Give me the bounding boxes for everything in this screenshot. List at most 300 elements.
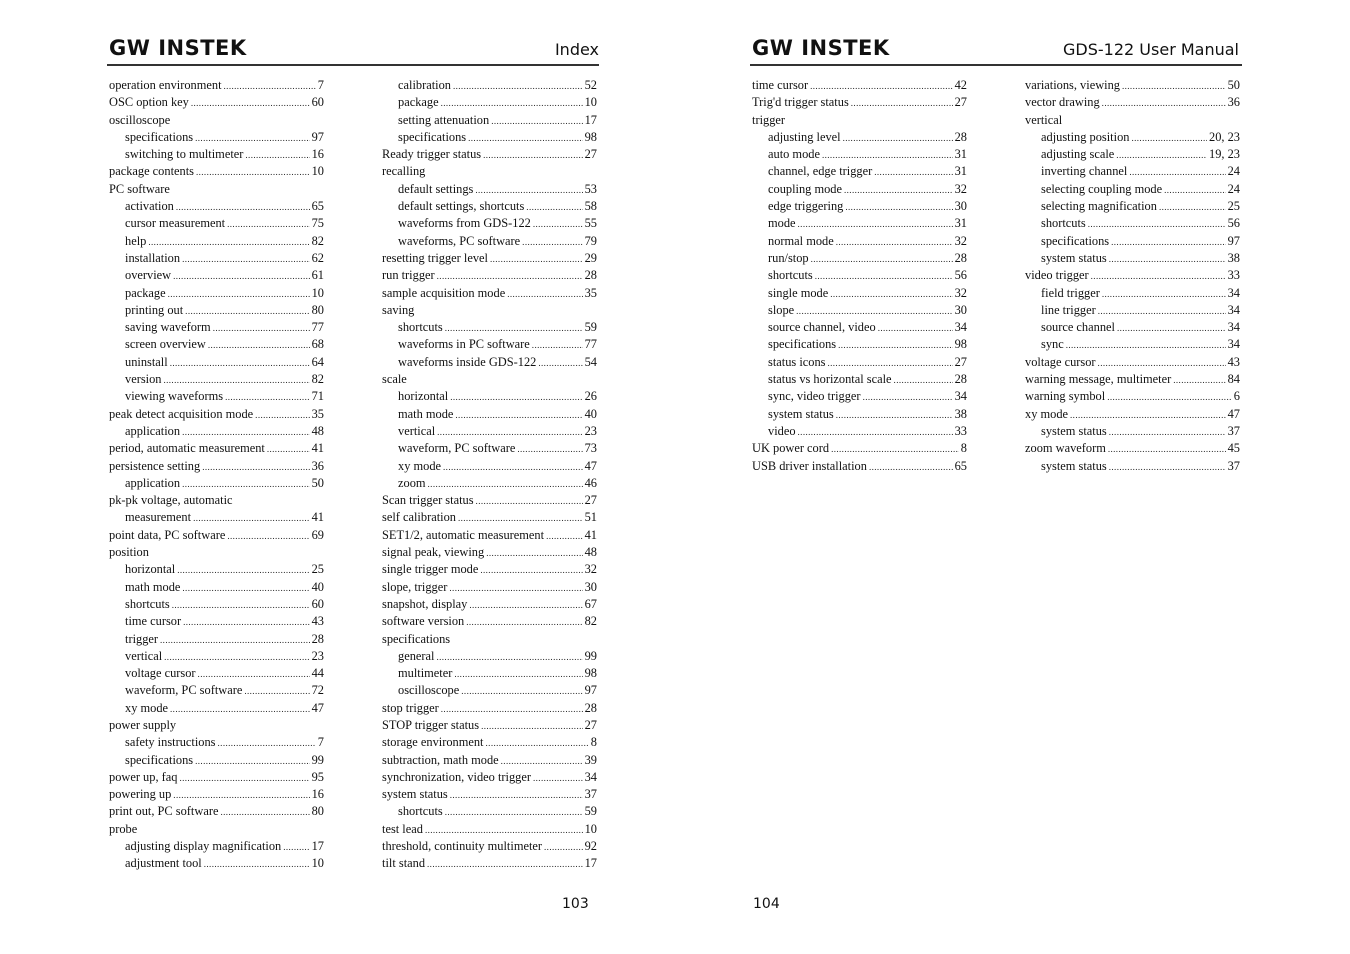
index-page-ref: 27 [954,354,967,369]
dot-leader [173,268,310,285]
index-entry [109,665,324,682]
index-page-ref: 28 [311,631,324,646]
index-entry [1025,423,1240,440]
dot-leader [476,493,583,510]
index-entry [109,267,324,284]
index-term: xy mode [125,700,169,715]
index-term: specifications [1041,233,1110,248]
index-entry [109,458,324,475]
index-term: installation [125,250,181,265]
dot-leader [213,320,310,337]
dot-leader [466,614,582,631]
dot-leader [1066,337,1226,354]
index-entry [109,302,324,319]
dot-leader [836,234,953,251]
index-entry [382,786,597,803]
index-page-ref: 35 [311,406,324,421]
index-term: waveform, PC software [398,441,516,456]
index-term: run trigger [382,268,435,283]
index-term: zoom waveform [1025,441,1106,456]
index-page-ref: 30 [954,302,967,317]
dot-leader [481,718,583,735]
index-page-ref: 30 [954,199,967,214]
index-term: adjusting display magnification [125,839,282,854]
index-term: horizontal [125,562,176,577]
index-term: probe [109,821,138,836]
index-page-ref: 37 [1227,423,1240,438]
index-term: position [109,545,149,560]
index-term: slope [768,302,795,317]
index-page-ref: 55 [584,216,597,231]
index-page-ref: 24 [1227,181,1240,196]
index-entry [109,129,324,146]
index-entry [1025,77,1240,94]
index-entry [382,406,597,423]
index-page-ref: 72 [311,683,324,698]
dot-leader [874,164,952,181]
index-entry [382,596,597,613]
index-page-ref: 56 [1227,216,1240,231]
dot-leader [427,856,583,873]
brand-logo: GW INSTEK [752,36,890,60]
index-term: saving waveform [125,320,211,335]
index-page-ref: 75 [311,216,324,231]
index-term: adjusting level [768,129,841,144]
index-entry [382,682,597,699]
index-entry [382,752,597,769]
dot-leader [227,216,309,233]
index-term: oscilloscope [398,683,460,698]
dot-leader [533,770,583,787]
index-term: vector drawing [1025,95,1100,110]
index-term: Ready trigger status [382,147,482,162]
dot-leader [1131,130,1207,147]
dot-leader [441,701,583,718]
index-entry [382,700,597,717]
index-page-ref: 17 [311,839,324,854]
index-term: waveforms from GDS-122 [398,216,531,231]
index-entry [382,821,597,838]
index-entry [109,215,324,232]
dot-leader [195,753,309,770]
index-page-ref: 27 [584,147,597,162]
index-term: application [125,423,181,438]
index-entry [1025,250,1240,267]
index-entry [382,475,597,492]
index-page-ref: 28 [954,129,967,144]
index-page-ref: 34 [1227,337,1240,352]
dot-leader [469,597,582,614]
dot-leader [544,839,583,856]
index-entry [109,112,324,129]
index-term: waveforms, PC software [398,233,521,248]
index-term: adjusting position [1041,129,1130,144]
index-entry [1025,94,1240,111]
dot-leader [445,320,583,337]
index-term: default settings [398,181,474,196]
index-term: edge triggering [768,199,844,214]
dot-leader [204,856,310,873]
index-term: mode [768,216,796,231]
index-term: video trigger [1025,268,1089,283]
index-page-ref: 95 [311,769,324,784]
index-term: line trigger [1041,302,1096,317]
index-term: adjusting scale [1041,147,1115,162]
index-entry [109,388,324,405]
index-column [752,77,967,475]
dot-leader [532,337,583,354]
index-entry [109,734,324,751]
index-term: source channel, video [768,320,876,335]
dot-leader [827,355,952,372]
dot-leader [1173,372,1225,389]
dot-leader [437,268,583,285]
index-entry [382,319,597,336]
dot-leader [218,735,316,752]
index-term: trigger [752,112,786,127]
index-term: waveforms inside GDS-122 [398,354,537,369]
index-term: default settings, shortcuts [398,199,525,214]
dot-leader [191,95,310,112]
index-page-ref: 28 [954,372,967,387]
dot-leader [196,164,310,181]
index-page-ref: 44 [311,666,324,681]
brand-logo: GW INSTEK [109,36,247,60]
index-entry [382,181,597,198]
index-term: help [125,233,147,248]
index-page-ref: 99 [584,648,597,663]
index-entry [382,769,597,786]
index-entry [109,561,324,578]
index-entry [109,354,324,371]
dot-leader [227,528,309,545]
index-term: print out, PC software [109,804,219,819]
index-entry [1025,440,1240,457]
index-page-ref: 38 [1227,250,1240,265]
index-term: vertical [125,648,163,663]
index-entry [752,146,967,163]
dot-leader [185,303,309,320]
index-entry [109,613,324,630]
index-entry [109,336,324,353]
index-entry [382,561,597,578]
index-page-ref: 77 [584,337,597,352]
index-page-ref: 47 [584,458,597,473]
index-page-ref: 28 [584,268,597,283]
index-term: package [125,285,166,300]
index-term: period, automatic measurement [109,441,265,456]
dot-leader [182,580,309,597]
index-entry [382,803,597,820]
index-entry [109,527,324,544]
index-page-ref: 40 [584,406,597,421]
index-term: SET1/2, automatic measurement [382,527,545,542]
index-page-ref: 31 [954,216,967,231]
index-page-ref: 98 [954,337,967,352]
index-page-ref: 46 [584,475,597,490]
index-term: zoom [398,475,426,490]
dot-leader [1091,268,1226,285]
index-page-ref: 41 [584,527,597,542]
index-page-ref: 58 [584,199,597,214]
index-entry [109,838,324,855]
index-term: tilt stand [382,856,426,871]
index-term: viewing waveforms [125,389,224,404]
index-entry [752,181,967,198]
index-entry [1025,336,1240,353]
index-page-ref: 65 [311,199,324,214]
index-entry [1025,371,1240,388]
index-entry [382,267,597,284]
dot-leader [1109,251,1226,268]
index-entry [109,250,324,267]
index-term: scale [382,372,407,387]
index-page-ref: 31 [954,147,967,162]
index-page-ref: 45 [1227,441,1240,456]
page-number: 103 [562,896,589,912]
index-term: run/stop [768,250,809,265]
dot-leader [1159,199,1226,216]
index-term: sync [1041,337,1064,352]
index-term: power supply [109,717,177,732]
index-page-ref: 33 [1227,268,1240,283]
index-page-ref: 32 [584,562,597,577]
index-entry [1025,112,1240,129]
dot-leader [490,251,583,268]
index-entry [109,769,324,786]
index-entry [752,302,967,319]
dot-leader [798,424,953,441]
index-term: math mode [398,406,454,421]
index-page-ref: 10 [311,164,324,179]
index-page-ref: 80 [311,302,324,317]
index-term: system status [1041,458,1107,473]
index-page-ref: 16 [311,787,324,802]
index-entry [382,734,597,751]
index-term: system status [382,787,448,802]
index-term: multimeter [398,666,453,681]
index-page-ref: 10 [311,856,324,871]
dot-leader [283,839,309,856]
index-term: pk-pk voltage, automatic [109,493,233,508]
index-term: UK power cord [752,441,830,456]
index-term: recalling [382,164,426,179]
index-page-ref: 32 [954,181,967,196]
index-page-ref: 25 [1227,199,1240,214]
index-entry [382,336,597,353]
dot-leader [522,234,582,251]
index-term: version [125,372,162,387]
index-term: status vs horizontal scale [768,372,892,387]
index-page-ref: 80 [311,804,324,819]
index-entry [382,527,597,544]
index-term: single trigger mode [382,562,479,577]
dot-leader [486,735,589,752]
index-entry [752,94,967,111]
index-entry [1025,285,1240,302]
index-entry [109,319,324,336]
dot-leader [831,441,959,458]
index-page-ref: 7 [317,735,324,750]
index-page-ref: 68 [311,337,324,352]
index-page-ref: 8 [590,735,597,750]
index-term: normal mode [768,233,834,248]
index-entry [1025,146,1240,163]
index-entry [382,215,597,232]
index-entry [752,440,967,457]
dot-leader [255,407,309,424]
index-term: voltage cursor [1025,354,1096,369]
index-term: specifications [398,129,467,144]
header-divider [107,64,599,66]
index-entry [1025,302,1240,319]
dot-leader [1111,234,1225,251]
dot-leader [501,753,583,770]
index-entry [752,233,967,250]
dot-leader [1098,355,1226,372]
index-page-ref: 50 [1227,78,1240,92]
index-entry [382,544,597,561]
index-entry [109,198,324,215]
index-page-ref: 79 [584,233,597,248]
dot-leader [483,147,583,164]
index-page-ref: 38 [954,406,967,421]
index-term: waveform, PC software [125,683,243,698]
dot-leader [468,130,582,147]
index-term: time cursor [125,614,182,629]
index-term: trigger [125,631,159,646]
dot-leader [836,407,953,424]
dot-leader [1117,320,1226,337]
index-term: slope, trigger [382,579,448,594]
index-term: selecting magnification [1041,199,1157,214]
index-page-ref: 36 [311,458,324,473]
dot-leader [1102,95,1226,112]
index-page-ref: 84 [1227,372,1240,387]
index-entry [382,371,597,388]
index-page-ref: 77 [311,320,324,335]
index-term: shortcuts [125,596,170,611]
dot-leader [182,476,310,493]
index-page-ref: 42 [954,78,967,92]
dot-leader [811,251,953,268]
index-page-ref: 71 [311,389,324,404]
dot-leader [202,459,309,476]
index-page-ref: 98 [584,129,597,144]
index-column [1025,77,1240,475]
dot-leader [538,355,582,372]
dot-leader [1122,78,1226,95]
index-page-ref: 10 [311,285,324,300]
index-entry [1025,388,1240,405]
index-entry [109,285,324,302]
index-term: saving [382,302,415,317]
index-term: activation [125,199,174,214]
index-column [109,77,324,873]
index-entry [109,181,324,198]
index-page-ref: 97 [584,683,597,698]
dot-leader [179,770,309,787]
dot-leader [450,787,583,804]
dot-leader [1108,441,1226,458]
dot-leader [1107,389,1232,406]
index-entry [752,319,967,336]
index-entry [382,855,597,872]
dot-leader [851,95,953,112]
index-entry [752,250,967,267]
dot-leader [195,130,309,147]
dot-leader [1088,216,1226,233]
index-page-ref: 48 [311,423,324,438]
dot-leader [441,95,583,112]
index-term: persistence setting [109,458,201,473]
index-term: sync, video trigger [768,389,861,404]
dot-leader [1129,164,1225,181]
dot-leader [450,389,582,406]
dot-leader [173,787,309,804]
index-term: powering up [109,787,172,802]
dot-leader [526,199,582,216]
index-term: auto mode [768,147,820,162]
page-number: 104 [753,896,780,912]
index-term: threshold, continuity multimeter [382,839,543,854]
index-page-ref: 97 [311,129,324,144]
index-entry [1025,163,1240,180]
index-page-ref: 48 [584,545,597,560]
index-entry [752,458,967,475]
dot-leader [182,424,310,441]
index-entry [109,94,324,111]
dot-leader [1109,459,1226,476]
index-term: application [125,475,181,490]
index-page-ref: 34 [1227,302,1240,317]
index-entry [1025,215,1240,232]
index-term: inverting channel [1041,164,1128,179]
dot-leader [160,632,310,649]
index-term: xy mode [398,458,442,473]
index-page-ref: 26 [584,389,597,404]
dot-leader [533,216,583,233]
index-term: snapshot, display [382,596,468,611]
index-page-ref: 65 [954,458,967,473]
index-page-ref: 27 [584,493,597,508]
index-page-ref: 24 [1227,164,1240,179]
dot-leader [844,182,953,199]
index-page-ref: 92 [584,839,597,854]
dot-leader [843,130,953,147]
index-entry [382,458,597,475]
dot-leader [428,476,583,493]
dot-leader [225,389,310,406]
dot-leader [491,113,582,130]
index-entry [1025,354,1240,371]
dot-leader [453,78,583,95]
index-page-ref: 97 [1227,233,1240,248]
dot-leader [822,147,953,164]
dot-leader [878,320,953,337]
index-term: variations, viewing [1025,78,1120,92]
index-entry [109,492,324,509]
index-page-ref: 16 [311,147,324,162]
index-entry [109,146,324,163]
dot-leader [425,822,583,839]
index-entry [382,163,597,180]
index-entry [109,786,324,803]
index-page-ref: 73 [584,441,597,456]
index-term: horizontal [398,389,449,404]
index-page-ref: 59 [584,320,597,335]
index-term: package [398,95,439,110]
